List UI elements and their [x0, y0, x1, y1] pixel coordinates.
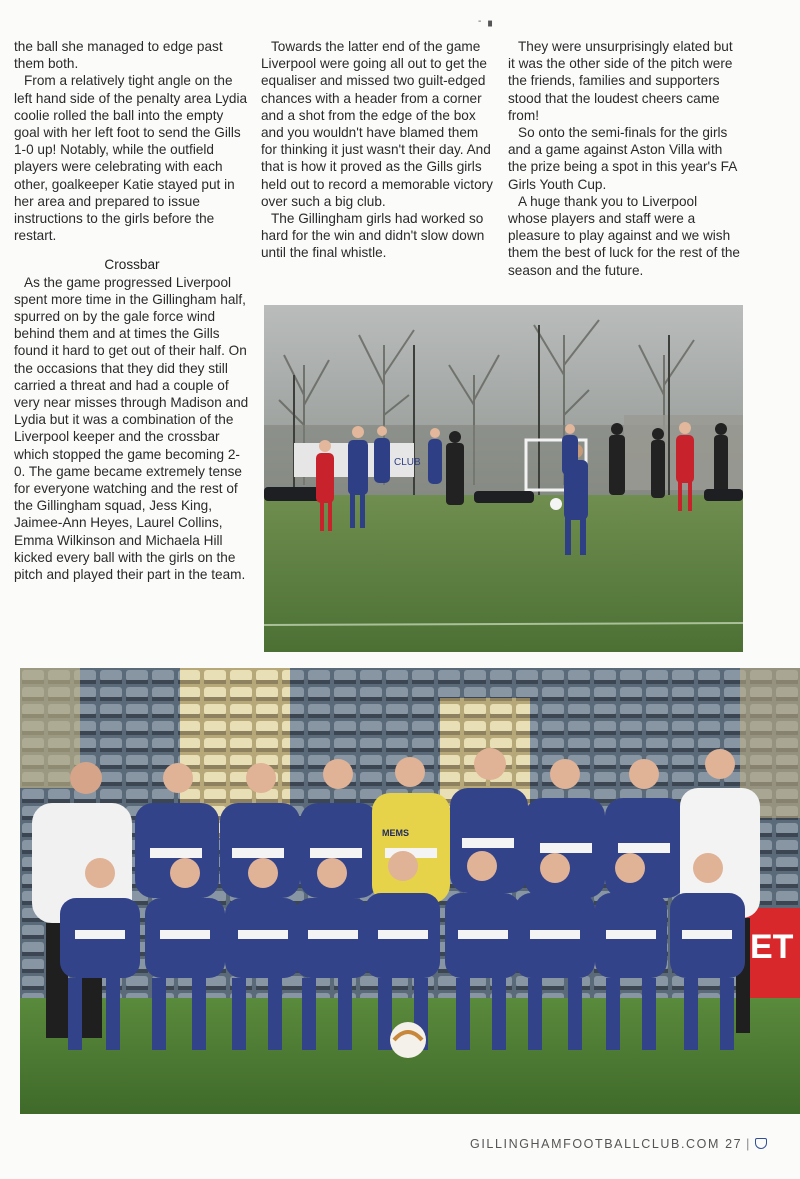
footer-site: GILLINGHAMFOOTBALLCLUB.COM: [470, 1137, 720, 1151]
subheading-crossbar: Crossbar: [104, 257, 160, 273]
para-latter-end: Towards the latter end of the game Liverpool were going all out to get the equaliser and missed two guilt-edged chances with a header from a corner and a shot from the edge of the box and you wouldn't have blamed them for thinking it just wasn't their day. And that is how it proved as the Gills girls held out to record a memorable victory over such a big club.: [261, 39, 493, 209]
team-board-text: ET: [750, 928, 794, 966]
action-board-text: CLUB: [394, 457, 421, 468]
article-column-1: [14, 38, 250, 583]
article-column-3: [508, 38, 740, 279]
footer-separator: |: [746, 1137, 752, 1151]
footer-page-number: 27: [725, 1137, 743, 1151]
printer-marks: - ▗: [478, 16, 492, 27]
page-footer: [470, 1137, 767, 1151]
para-continuation: the ball she managed to edge past them both.: [14, 39, 223, 72]
keeper-shirt-sponsor: MEMS: [382, 828, 409, 838]
para-semi-finals: So onto the semi-finals for the girls and a game against Aston Villa with the prize being a spot in this year's FA Girls Youth Cup.: [508, 125, 737, 192]
article-column-2: [261, 38, 494, 262]
para-thank-you: A huge thank you to Liverpool whose players and staff were a pleasure to play against and we wish them the best of luck for the rest of the season and the future.: [508, 193, 740, 278]
para-goal: From a relatively tight angle on the left hand side of the penalty area Lydia coolie rolled the ball into the empty goal with her left foot to send the Gills 1-0 up! Notably, while the outfield players were celebrating with each other, goalkeeper Katie stayed put in her area and prepared to issue instructions to the girls before the restart.: [14, 73, 248, 244]
match-action-photo: [264, 305, 743, 652]
para-worked-hard: The Gillingham girls had worked so hard for the win and didn't slow down until the final whistle.: [261, 211, 485, 261]
para-crossbar: As the game progressed Liverpool spent more time in the Gillingham half, spurred on by the gale force wind behind them and at times the Gills found it hard to get out of their half. On the occasions that they did they still carried a threat and had a couple of very near misses through Madison and Lydia but it was a combination of the Liverpool keeper and the crossbar which stopped the game becoming 2-0. The game became extremely tense for everyone watching and the rest of the Gillingham squad, Jess King, Jaimee-Ann Heyes, Laurel Collins, Emma Wilkinson and Michaela Hill kicked every ball with the girls on the pitch and played their part in the team.: [14, 274, 249, 583]
club-crest-icon: [755, 1138, 767, 1149]
para-elated: They were unsurprisingly elated but it was the other side of the pitch were the friends, families and supporters stood that the loudest cheers came from!: [508, 39, 733, 123]
team-photo: [20, 668, 800, 1114]
